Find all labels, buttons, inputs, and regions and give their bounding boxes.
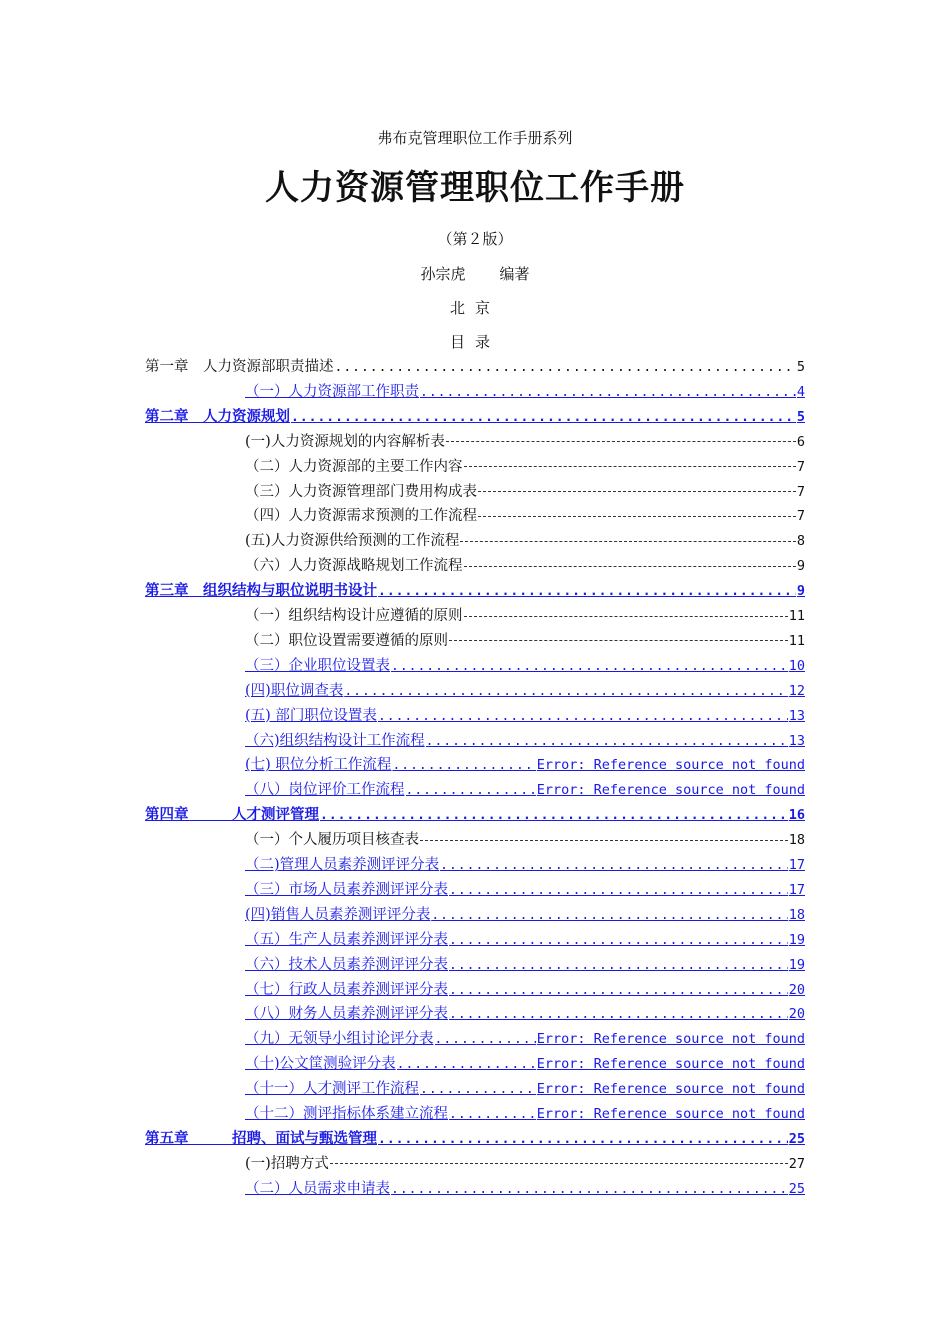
toc-page-number: 10 (788, 657, 805, 674)
toc-entry-label: （一）个人履历项目核查表 (245, 832, 419, 849)
toc-leader (391, 1177, 788, 1202)
toc-entry-label: （七）行政人员素养测评评分表 (245, 981, 448, 998)
toc-section-entry[interactable] (245, 729, 805, 753)
toc-page-number: 9 (796, 583, 805, 600)
toc-section-entry (245, 604, 805, 628)
toc-leader (449, 1102, 536, 1127)
toc-leader (335, 355, 796, 380)
toc-leader (464, 566, 796, 567)
toc-leader (426, 729, 788, 754)
toc-leader (420, 380, 796, 405)
toc-leader (378, 704, 788, 729)
toc-entry-label: （二）人力资源部的主要工作内容 (245, 458, 463, 475)
toc-section-entry[interactable] (245, 1052, 805, 1076)
toc-section-entry (245, 629, 805, 653)
toc-leader (391, 654, 788, 679)
toc-entry-label: (一)招聘方式 (245, 1155, 329, 1172)
toc-section-entry (245, 1152, 805, 1176)
toc-section-entry (245, 430, 805, 454)
toc-page-number: 16 (788, 807, 805, 824)
edition-label: （第２版） (437, 230, 513, 248)
toc-entry-label: (一)人力资源规划的内容解析表 (245, 433, 445, 450)
toc-leader (397, 1052, 536, 1077)
toc-error-reference: Error: Reference source not found (536, 782, 805, 799)
toc-error-reference: Error: Reference source not found (536, 1056, 805, 1073)
toc-entry-label: （二）人员需求申请表 (245, 1180, 390, 1197)
toc-entry-label: （三）企业职位设置表 (245, 657, 390, 674)
toc-page-number: 27 (788, 1155, 805, 1172)
toc-chapter-entry[interactable] (145, 579, 805, 603)
toc-entry-label: 第五章 招聘、面试与甄选管理 (145, 1129, 377, 1147)
toc-entry-label: (五) 部门职位设置表 (245, 707, 377, 724)
toc-entry-label: （一）人力资源部工作职责 (245, 383, 419, 400)
toc-page-number: 25 (788, 1180, 805, 1197)
toc-page-number: 18 (788, 832, 805, 849)
toc-section-entry[interactable] (245, 1102, 805, 1126)
toc-leader (420, 840, 788, 841)
toc-leader (431, 903, 787, 928)
toc-section-entry[interactable] (245, 654, 805, 678)
toc-chapter-entry[interactable] (145, 803, 805, 827)
toc-page-number: 7 (796, 508, 805, 525)
toc-entry-label: （三）人力资源管理部门费用构成表 (245, 483, 477, 500)
toc-entry-label: 第四章 人才测评管理 (145, 806, 319, 824)
toc-section-entry (245, 480, 805, 504)
toc-chapter-entry (145, 355, 805, 379)
toc-page-number: 11 (788, 608, 805, 624)
toc-leader (435, 1027, 536, 1052)
toc-entry-label: （三）市场人员素养测评评分表 (245, 881, 448, 898)
toc-page-number: 18 (788, 906, 805, 923)
toc-section-entry[interactable] (245, 704, 805, 728)
toc-leader (449, 1002, 788, 1027)
toc-leader (330, 1163, 788, 1164)
toc-section-entry[interactable] (245, 679, 805, 703)
toc-entry-label: (四)销售人员素养测评评分表 (245, 906, 431, 923)
toc-page-number: 13 (788, 707, 805, 724)
toc-leader (378, 1127, 788, 1152)
toc-page-number: 7 (796, 483, 805, 500)
toc-leader (449, 878, 788, 903)
toc-entry-label: （四）人力资源需求预测的工作流程 (245, 508, 477, 525)
toc-entry-label: （十二）测评指标体系建立流程 (245, 1106, 448, 1122)
toc-entry-label: (七) 职位分析工作流程 (245, 757, 392, 774)
toc-entry-label: (四)职位调查表 (245, 682, 344, 699)
author-line (0, 263, 950, 284)
toc-entry-label: （八）岗位评价工作流程 (245, 782, 405, 799)
toc-section-entry[interactable] (245, 978, 805, 1002)
toc-heading: 目录 (449, 333, 500, 351)
toc-section-entry[interactable] (245, 903, 805, 927)
toc-section-entry (245, 554, 805, 578)
toc-error-reference: Error: Reference source not found (536, 1081, 805, 1098)
toc-entry-label: （五）生产人员素养测评评分表 (245, 931, 448, 948)
toc-page-number: 25 (788, 1130, 805, 1147)
toc-leader (449, 953, 788, 978)
toc-page-number: 9 (796, 558, 805, 575)
toc-page-number: 5 (796, 408, 805, 425)
toc-page-number: 13 (788, 732, 805, 749)
toc-section-entry[interactable] (245, 1177, 805, 1201)
toc-entry-label: （六)组织结构设计工作流程 (245, 732, 425, 749)
toc-page-number: 8 (796, 533, 805, 550)
toc-leader (464, 616, 788, 617)
toc-section-entry (245, 455, 805, 479)
toc-leader (460, 541, 796, 542)
toc-leader (420, 1077, 536, 1102)
toc-page-number: 11 (788, 632, 805, 649)
toc-section-entry[interactable] (245, 380, 805, 404)
toc-entry-label: 第三章 组织结构与职位说明书设计 (145, 582, 377, 600)
toc-section-entry (245, 828, 805, 852)
toc-leader (449, 978, 788, 1003)
toc-page-number: 20 (788, 981, 805, 998)
toc-leader (440, 853, 788, 878)
toc-entry-label: （八）财务人员素养测评评分表 (245, 1006, 448, 1023)
toc-leader (449, 640, 788, 641)
toc-page-number: 19 (788, 931, 805, 948)
toc-leader (320, 803, 788, 828)
toc-entry-label: （六）技术人员素养测评评分表 (245, 956, 448, 973)
toc-leader (478, 516, 796, 517)
toc-page-number: 17 (788, 857, 805, 873)
author-name: 孙宗虎 (420, 265, 466, 283)
toc-entry-label: 第二章 人力资源规划 (145, 407, 290, 425)
toc-section-entry[interactable] (245, 953, 805, 977)
toc-entry-label: （十)公文筐测验评分表 (245, 1056, 396, 1073)
toc-leader (406, 778, 536, 803)
toc-entry-label: （十一）人才测评工作流程 (245, 1081, 419, 1098)
toc-entry-label: （六）人力资源战略规划工作流程 (245, 558, 463, 575)
series-title: 弗布克管理职位工作手册系列 (377, 129, 573, 147)
toc-leader (464, 466, 796, 467)
toc-page-number: 5 (796, 359, 805, 375)
toc-page-number: 12 (788, 682, 805, 699)
toc-leader (378, 579, 796, 604)
toc-section-entry (245, 504, 805, 528)
toc-section-entry (245, 529, 805, 553)
toc-leader (392, 753, 535, 778)
toc-page-number: 17 (788, 881, 805, 898)
publication-city: 北京 (449, 299, 500, 317)
toc-section-entry[interactable] (245, 853, 805, 877)
toc-page-number: 19 (788, 956, 805, 973)
toc-section-entry[interactable] (245, 1027, 805, 1051)
toc-section-entry[interactable] (245, 1002, 805, 1026)
toc-page-number: 7 (796, 458, 805, 475)
toc-page-number: 6 (796, 433, 805, 450)
toc-entry-label: 第一章 人力资源部职责描述 (145, 359, 334, 375)
toc-chapter-entry[interactable] (145, 1127, 805, 1151)
toc-section-entry[interactable] (245, 778, 805, 802)
toc-entry-label: (五)人力资源供给预测的工作流程 (245, 533, 460, 550)
author-role: 编著 (499, 265, 530, 283)
toc-section-entry[interactable] (245, 1077, 805, 1101)
toc-entry-label: （二）职位设置需要遵循的原则 (245, 632, 448, 649)
toc-error-reference: Error: Reference source not found (536, 1031, 805, 1048)
toc-leader (344, 679, 787, 704)
toc-leader (478, 491, 796, 492)
toc-error-reference: Error: Reference source not found (536, 1106, 805, 1122)
toc-leader (291, 405, 796, 430)
toc-page-number: 20 (788, 1006, 805, 1023)
toc-section-entry[interactable] (245, 928, 805, 952)
document-title: 人力资源管理职位工作手册 (265, 168, 685, 208)
toc-entry-label: （二)管理人员素养测评评分表 (245, 857, 440, 873)
toc-leader (446, 441, 796, 442)
toc-entry-label: （一）组织结构设计应遵循的原则 (245, 608, 463, 624)
toc-section-entry[interactable] (245, 878, 805, 902)
toc-entry-label: （九）无领导小组讨论评分表 (245, 1031, 434, 1048)
toc-leader (449, 928, 788, 953)
toc-section-entry[interactable] (245, 753, 805, 777)
toc-chapter-entry[interactable] (145, 405, 805, 429)
toc-error-reference: Error: Reference source not found (536, 757, 805, 774)
toc-page-number: 4 (796, 383, 805, 400)
